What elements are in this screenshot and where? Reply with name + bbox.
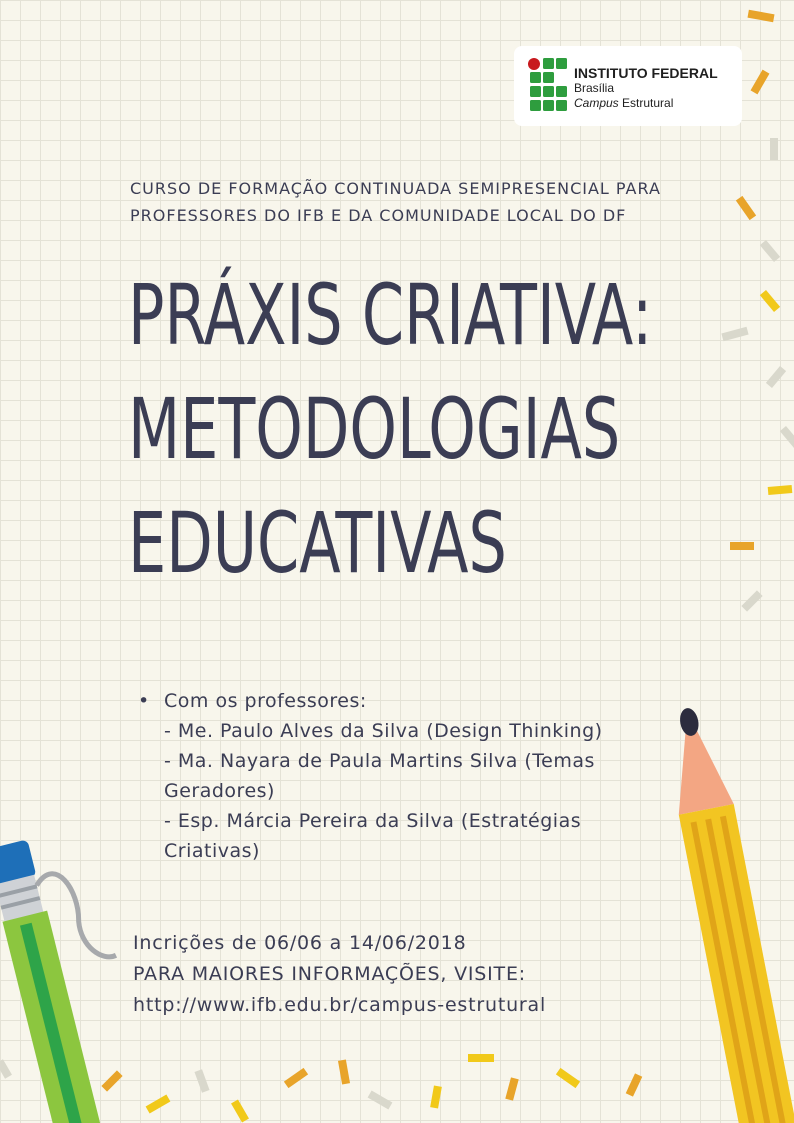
registration-dates: Incrições de 06/06 a 14/06/2018: [133, 932, 467, 954]
institute-campus: [574, 96, 718, 111]
title-line-1: PRÁXIS CRIATIVA:: [128, 266, 653, 364]
professor-item: - Me. Paulo Alves da Silva (Design Thinking): [164, 720, 603, 742]
institute-logo-icon: [528, 58, 568, 112]
professor-item-continued: Geradores): [164, 780, 275, 802]
professors-heading: Com os professores:: [164, 690, 367, 712]
title-line-2: METODOLOGIAS: [128, 380, 621, 478]
institute-city: Brasília: [574, 81, 615, 95]
professor-item-continued: Criativas): [164, 840, 260, 862]
campus-word: Campus: [574, 96, 619, 110]
campus-name: Estrutural: [618, 96, 674, 110]
subtitle-line-1: CURSO DE FORMAÇÃO CONTINUADA SEMIPRESENCIAL PARA: [130, 179, 661, 198]
registration-info: [133, 928, 693, 1021]
institute-logo: [514, 46, 742, 126]
course-title: [128, 258, 652, 600]
website-link[interactable]: http://www.ifb.edu.br/campus-estrutural: [133, 994, 547, 1016]
subtitle-line-2: PROFESSORES DO IFB E DA COMUNIDADE LOCAL DO DF: [130, 206, 627, 225]
institute-name: [574, 66, 718, 111]
bullet-point: •: [138, 690, 150, 712]
course-subtitle: [130, 175, 750, 229]
title-line-3: EDUCATIVAS: [128, 494, 507, 592]
professors-list: [138, 686, 698, 866]
professor-item: - Ma. Nayara de Paula Martins Silva (Temas: [164, 750, 595, 772]
professor-item: - Esp. Márcia Pereira da Silva (Estratégias: [164, 810, 582, 832]
more-info-label: PARA MAIORES INFORMAÇÕES, VISITE:: [133, 963, 526, 985]
institute-title: INSTITUTO FEDERAL: [574, 65, 718, 81]
